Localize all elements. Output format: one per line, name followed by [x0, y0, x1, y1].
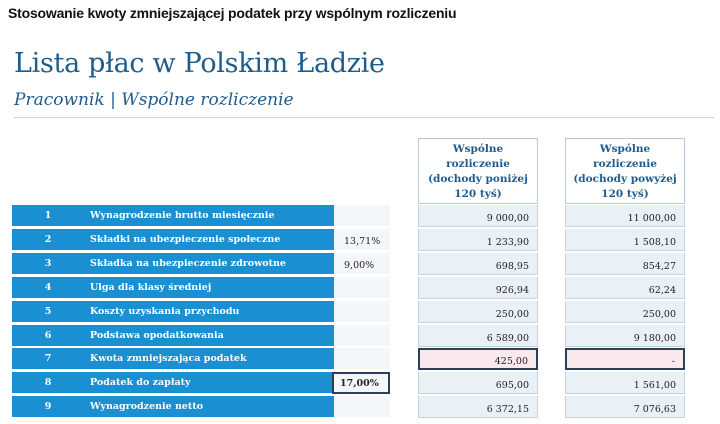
row-number: 3 [12, 253, 84, 275]
row-number: 6 [12, 325, 84, 347]
value-below-120k: 926,94 [418, 277, 538, 299]
value-above-120k: 854,27 [565, 253, 685, 275]
value-above-120k: 11 000,00 [565, 205, 685, 227]
value-below-120k: 250,00 [418, 301, 538, 323]
article-header-text: Stosowanie kwoty zmniejszającej podatek przy wspólnym rozliczeniu [8, 5, 457, 21]
row-percent: 13,71% [334, 229, 390, 251]
value-above-120k: 1 508,10 [565, 229, 685, 251]
value-above-120k: 7 076,63 [565, 396, 685, 418]
column-header-line: Wspólne [599, 143, 651, 155]
article-header-bar [0, 0, 720, 28]
table-row [12, 205, 686, 227]
value-above-120k: 9 180,00 [565, 325, 685, 347]
column-header-line: 120 tyś) [601, 188, 649, 200]
row-percent [334, 205, 390, 227]
value-below-120k: 1 233,90 [418, 229, 538, 251]
column-header-above-120k [565, 138, 685, 204]
row-number: 4 [12, 277, 84, 299]
table-row [12, 301, 686, 323]
column-header-line: 120 tyś) [454, 188, 502, 200]
row-label: Ulga dla klasy średniej [84, 277, 334, 299]
column-header-line: rozliczenie [446, 158, 510, 170]
row-percent [334, 396, 390, 418]
row-label: Składka na ubezpieczenie zdrowotne [84, 253, 334, 275]
row-number: 7 [12, 348, 84, 370]
row-label: Składki na ubezpieczenie społeczne [84, 229, 334, 251]
table-row [12, 277, 686, 299]
value-above-120k: 250,00 [565, 301, 685, 323]
value-below-120k: 6 589,00 [418, 325, 538, 347]
value-below-120k: 9 000,00 [418, 205, 538, 227]
row-percent: 17,00% [332, 372, 390, 394]
row-label: Kwota zmniejszająca podatek [84, 348, 334, 370]
row-number: 9 [12, 396, 84, 418]
value-below-120k: 695,00 [418, 372, 538, 394]
row-label: Podstawa opodatkowania [84, 325, 334, 347]
table-row [12, 229, 686, 251]
value-below-120k: 698,95 [418, 253, 538, 275]
row-number: 1 [12, 205, 84, 227]
page-subtitle: Pracownik | Wspólne rozliczenie [14, 90, 294, 110]
value-above-120k: 62,24 [565, 277, 685, 299]
table-row [12, 396, 686, 418]
row-label: Wynagrodzenie netto [84, 396, 334, 418]
page-title: Lista płac w Polskim Ładzie [14, 48, 385, 79]
value-below-120k: 425,00 [418, 348, 538, 370]
table-row [12, 348, 686, 370]
row-label: Wynagrodzenie brutto miesięcznie [84, 205, 334, 227]
table-row [12, 253, 686, 275]
value-below-120k: 6 372,15 [418, 396, 538, 418]
value-above-120k: 1 561,00 [565, 372, 685, 394]
column-header-below-120k [418, 138, 538, 204]
row-percent [334, 325, 390, 347]
row-percent [334, 301, 390, 323]
column-header-line: (dochody poniżej [428, 173, 528, 185]
row-label: Koszty uzyskania przychodu [84, 301, 334, 323]
row-percent [334, 277, 390, 299]
table-row [12, 372, 686, 394]
table-row [12, 325, 686, 347]
title-divider [14, 117, 714, 118]
row-number: 8 [12, 372, 84, 394]
row-number: 5 [12, 301, 84, 323]
column-header-line: (dochody powyżej [573, 173, 677, 185]
column-header-line: Wspólne [452, 143, 504, 155]
value-above-120k: - [565, 348, 685, 370]
row-percent [334, 348, 390, 370]
row-number: 2 [12, 229, 84, 251]
column-header-line: rozliczenie [593, 158, 657, 170]
row-label: Podatek do zapłaty [84, 372, 334, 394]
row-percent: 9,00% [334, 253, 390, 275]
